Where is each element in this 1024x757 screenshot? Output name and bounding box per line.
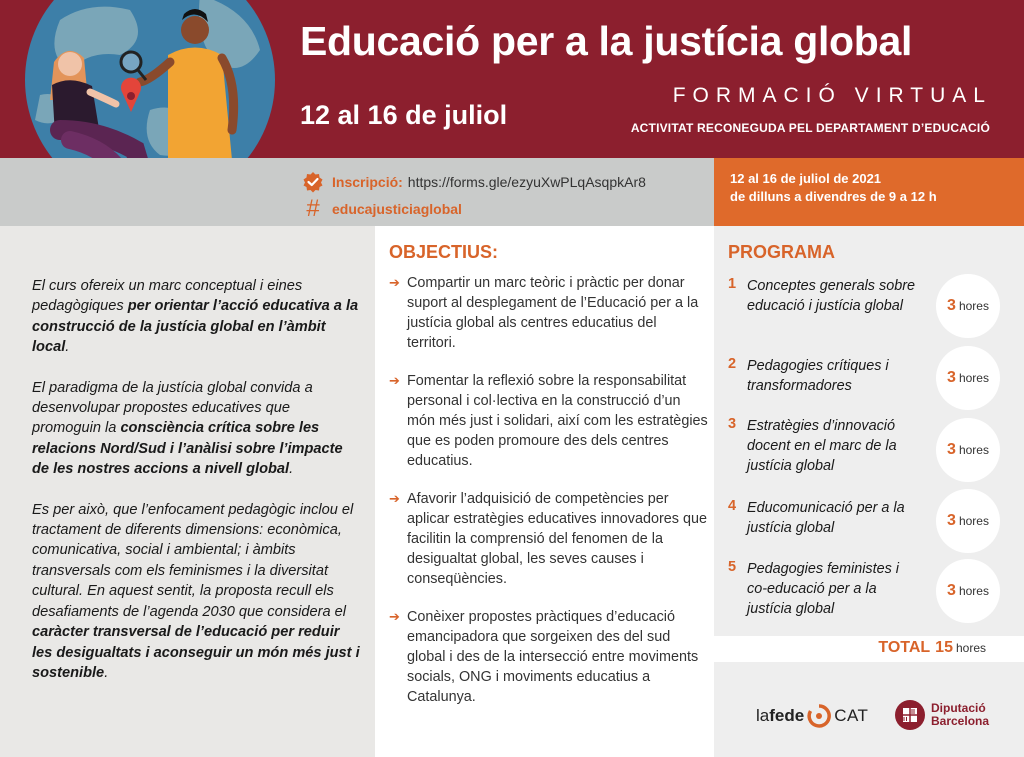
arrow-right-icon: ➔: [389, 373, 400, 388]
registration-row: [302, 171, 646, 193]
hours-badge: 3 hores: [936, 418, 1000, 482]
program-number: 5: [728, 559, 737, 575]
total-label: TOTAL: [878, 639, 931, 656]
lafede-logo: la fede CAT: [756, 704, 868, 728]
hashtag-row: [302, 195, 462, 222]
program-topic: Pedagogies crítiques i transformadores: [747, 358, 889, 394]
diputacio-logo: Diputació Barcelona: [894, 699, 989, 731]
registration-label: Inscripció:: [332, 174, 403, 190]
program-item-2: [728, 356, 1018, 416]
program-item-1: [728, 276, 1018, 336]
program-item-3: [728, 416, 1018, 476]
objectives-list: [389, 273, 709, 725]
objective-item: ➔ Fomentar la reflexió sobre la responsabilitat personal i col·lectiva en la construcció d’un món més just i solidari, així com les estratègies que es poden promoure des dels centres educatius.: [389, 373, 708, 469]
format-subtitle: FORMACIÓ VIRTUAL: [672, 84, 992, 107]
hashtag-icon: #: [306, 195, 320, 222]
header-banner: [0, 0, 1024, 158]
objective-item: ➔ Compartir un marc teòric i pràctic per donar suport al desplegament de l’Educació per a la justícia global als centres educatius del territori.: [389, 275, 699, 351]
diputacio-seal-icon: [894, 699, 926, 731]
program-item-5: [728, 559, 1018, 619]
arrow-right-icon: ➔: [389, 491, 400, 506]
lafede-ring-icon: [807, 704, 831, 728]
intro-paragraph-2: El paradigma de la justícia global convida a desenvolupar propostes educatives que promoguin la consciència crítica sobre les relacions Nord/Sud i l’anàlisi sobre l’impacte de les nostres accions a nivell global.: [32, 379, 343, 478]
total-unit: hores: [955, 641, 986, 655]
program-topic: Educomunicació per a la justícia global: [747, 500, 905, 536]
program-topic: Estratègies d’innovació docent en el marc de la justícia global: [747, 418, 897, 474]
total-hours-bar: [714, 636, 1024, 662]
intro-column: [0, 226, 375, 757]
program-number: 4: [728, 498, 737, 514]
program-number: 2: [728, 356, 737, 372]
program-topic: Conceptes generals sobre educació i justícia global: [747, 278, 915, 314]
schedule-box: [714, 158, 1024, 226]
intro-paragraph-1: El curs ofereix un marc conceptual i eines pedagògiques per orientar l’acció educativa a la construcció de la justícia global en l’àmbit local.: [32, 278, 359, 356]
program-number: 1: [728, 276, 737, 292]
intro-paragraph-3: Es per això, que l’enfocament pedagògic inclou el tractament de diferents dimensions: econòmica, comunicativa, social i ambiental; i àmbits transversals com els feminismes i la diversitat cultural. En aquest sentit, la proposta recull els desafiaments de l’agenda 2030 que considera el caràcter transversal de l’educació per reduir les desigualtats i aconseguir un món més just i sostenible.: [32, 501, 360, 681]
schedule-dates: 12 al 16 de juliol de 2021: [730, 171, 882, 186]
schedule-hours: de dilluns a divendres de 9 a 12 h: [730, 189, 937, 204]
program-column: [714, 226, 1024, 757]
objectives-title: OBJECTIUS:: [389, 242, 499, 262]
program-number: 3: [728, 416, 737, 432]
objectives-column: [375, 226, 714, 757]
arrow-right-icon: ➔: [389, 275, 400, 290]
hours-badge: 3 hores: [936, 559, 1000, 623]
check-badge-icon: [302, 171, 324, 193]
hours-badge: 3 hores: [936, 346, 1000, 410]
objective-item: ➔ Conèixer propostes pràctiques d’educació emancipadora que sorgeixen des del sud global i des de la intersecció entre moviments socials, ONG i moviments educatius a Catalunya.: [389, 609, 699, 705]
course-date: 12 al 16 de juliol: [300, 100, 508, 130]
intro-text: [32, 276, 362, 703]
program-item-4: [728, 498, 1018, 558]
page-title: Educació per a la justícia global: [300, 18, 913, 64]
objective-item: ➔ Afavorir l’adquisició de competències per aplicar estratègies educatives innovadores que facilitin la comprensió del fenomen de la desigualtat global, les seves causes i conseqüències.: [389, 491, 707, 587]
registration-link[interactable]: https://forms.gle/ezyuXwPLqAsqpkAr8: [407, 174, 646, 190]
program-topic: Pedagogies feministes i co-educació per a la justícia global: [747, 561, 899, 617]
hours-badge: 3 hores: [936, 489, 1000, 553]
hero-illustration: [0, 0, 290, 158]
hashtag-text[interactable]: educajusticiaglobal: [332, 201, 462, 217]
arrow-right-icon: ➔: [389, 609, 400, 624]
hours-badge: 3 hores: [936, 274, 1000, 338]
total-hours: 15: [935, 639, 953, 656]
recognition-note: ACTIVITAT RECONEGUDA PEL DEPARTAMENT D’EDUCACIÓ: [630, 121, 990, 135]
program-title: PROGRAMA: [728, 242, 835, 262]
